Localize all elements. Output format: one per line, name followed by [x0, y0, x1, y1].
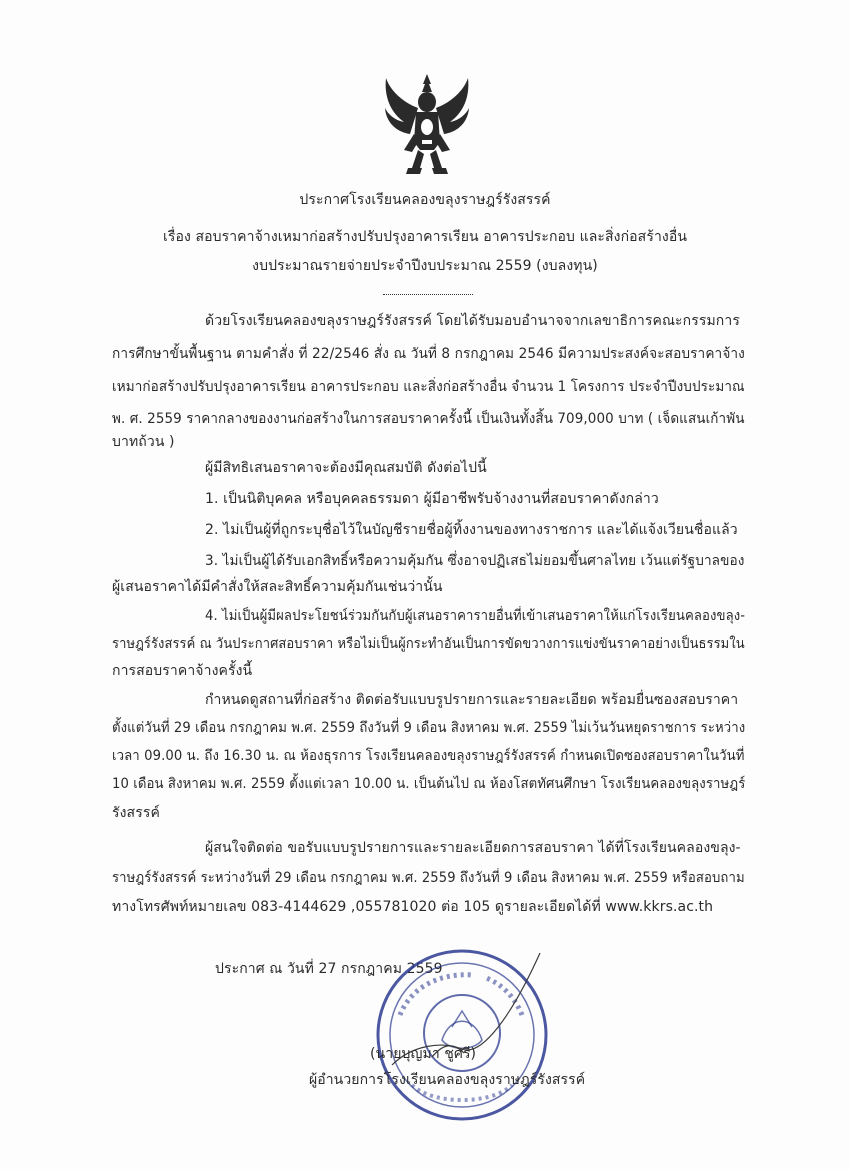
- paragraph-1-line-5: บาทถ้วน ): [112, 434, 175, 450]
- paragraph-3-line-2: ราษฎร์รังสรรค์ ระหว่างวันที่ 29 เดือน กรกฎาคม พ.ศ. 2559 ถึงวันที่ 9 เดือน สิงหาคม พ.ศ. 2559 หรือสอบถาม: [112, 870, 745, 886]
- garuda-emblem: [382, 72, 472, 176]
- paragraph-2-line-1: กำหนดดูสถานที่ก่อสร้าง ติดต่อรับแบบรูปรายการและรายละเอียด พร้อมยื่นซองสอบราคา: [205, 692, 739, 708]
- paragraph-1-line-1: ด้วยโรงเรียนคลองขลุงราษฎร์รังสรรค์ โดยได้รับมอบอำนาจจากเลขาธิการคณะกรรมการ: [205, 313, 740, 329]
- announce-date: ประกาศ ณ วันที่ 27 กรกฎาคม 2559: [215, 961, 443, 977]
- qualification-3-line-2: ผู้เสนอราคาได้มีคำสั่งให้สละสิทธิ์ความคุ้มกันเช่นว่านั้น: [112, 579, 443, 595]
- paragraph-2-line-2: ตั้งแต่วันที่ 29 เดือน กรกฎาคม พ.ศ. 2559 ถึงวันที่ 9 เดือน สิงหาคม พ.ศ. 2559 ไม่เว้นวันหยุดราชการ ระหว่าง: [112, 720, 746, 736]
- qualification-1: 1. เป็นนิติบุคคล หรือบุคคลธรรมดา ผู้มีอาชีพรับจ้างงานที่สอบราคาดังกล่าว: [205, 491, 659, 507]
- paragraph-3-line-1: ผู้สนใจติดต่อ ขอรับแบบรูปรายการและรายละเอียดการสอบราคา ได้ที่โรงเรียนคลองขลุง-: [205, 840, 741, 856]
- document-title: ประกาศโรงเรียนคลองขลุงราษฎร์รังสรรค์: [299, 192, 551, 208]
- paragraph-3-line-3: ทางโทรศัพท์หมายเลข 083-4144629 ,055781020 ต่อ 105 ดูรายละเอียดได้ที่ www.kkrs.ac.th: [112, 899, 714, 915]
- paragraph-2-line-5: รังสรรค์: [112, 805, 160, 821]
- qualification-4-line-1: 4. ไม่เป็นผู้มีผลประโยชน์ร่วมกันกับผู้เสนอราคารายอื่นที่เข้าเสนอราคาให้แก่โรงเรียนคลองขลุง-: [205, 608, 746, 624]
- paragraph-1-line-4: พ. ศ. 2559 ราคากลางของงานก่อสร้างในการสอบราคาครั้งนี้ เป็นเงินทั้งสิ้น 709,000 บาท ( เจ็ดแสนเก้าพัน: [112, 411, 745, 427]
- document-subject: เรื่อง สอบราคาจ้างเหมาก่อสร้างปรับปรุงอาคารเรียน อาคารประกอบ และสิ่งก่อสร้างอื่น: [162, 229, 688, 245]
- qualification-2: 2. ไม่เป็นผู้ที่ถูกระบุชื่อไว้ในบัญชีรายชื่อผู้ทิ้งงานของทางราชการ และได้แจ้งเวียนชื่อแล้ว: [205, 522, 738, 538]
- document-budget: งบประมาณรายจ่ายประจำปีงบประมาณ 2559 (งบลงทุน): [252, 258, 598, 274]
- official-seal-stamp: [372, 945, 552, 1125]
- qualification-4-line-3: การสอบราคาจ้างครั้งนี้: [112, 663, 253, 679]
- signer-position: ผู้อำนวยการโรงเรียนคลองขลุงราษฎร์รังสรรค์: [309, 1072, 586, 1088]
- qualification-3-line-1: 3. ไม่เป็นผู้ได้รับเอกสิทธิ์หรือความคุ้มกัน ซึ่งอาจปฏิเสธไม่ยอมขึ้นศาลไทย เว้นแต่รัฐบาลของ: [205, 553, 745, 569]
- paragraph-1-line-2: การศึกษาขั้นพื้นฐาน ตามคำสั่ง ที่ 22/2546 สั่ง ณ วันที่ 8 กรกฎาคม 2546 มีความประสงค์จะสอบราคาจ้าง: [112, 346, 745, 362]
- signer-name: (นายบุญมา ชูศรี): [370, 1046, 477, 1062]
- header-separator: [383, 294, 473, 295]
- paragraph-1-line-3: เหมาก่อสร้างปรับปรุงอาคารเรียน อาคารประกอบ และสิ่งก่อสร้างอื่น จำนวน 1 โครงการ ประจำปีงบประมาณ: [112, 379, 745, 395]
- qualifications-heading: ผู้มีสิทธิเสนอราคาจะต้องมีคุณสมบัติ ดังต่อไปนี้: [205, 460, 487, 476]
- paragraph-2-line-4: 10 เดือน สิงหาคม พ.ศ. 2559 ตั้งแต่เวลา 10.00 น. เป็นต้นไป ณ ห้องโสตทัศนศึกษา โรงเรียนคลองขลุงราษฎร์: [112, 776, 746, 792]
- qualification-4-line-2: ราษฎร์รังสรรค์ ณ วันประกาศสอบราคา หรือไม่เป็นผู้กระทำอันเป็นการขัดขวางการแข่งขันราคาอย่างเป็นธรรมใน: [112, 636, 745, 652]
- paragraph-2-line-3: เวลา 09.00 น. ถึง 16.30 น. ณ ห้องธุรการ โรงเรียนคลองขลุงราษฎร์รังสรรค์ กำหนดเปิดซองสอบราคาในวันที่: [112, 748, 745, 764]
